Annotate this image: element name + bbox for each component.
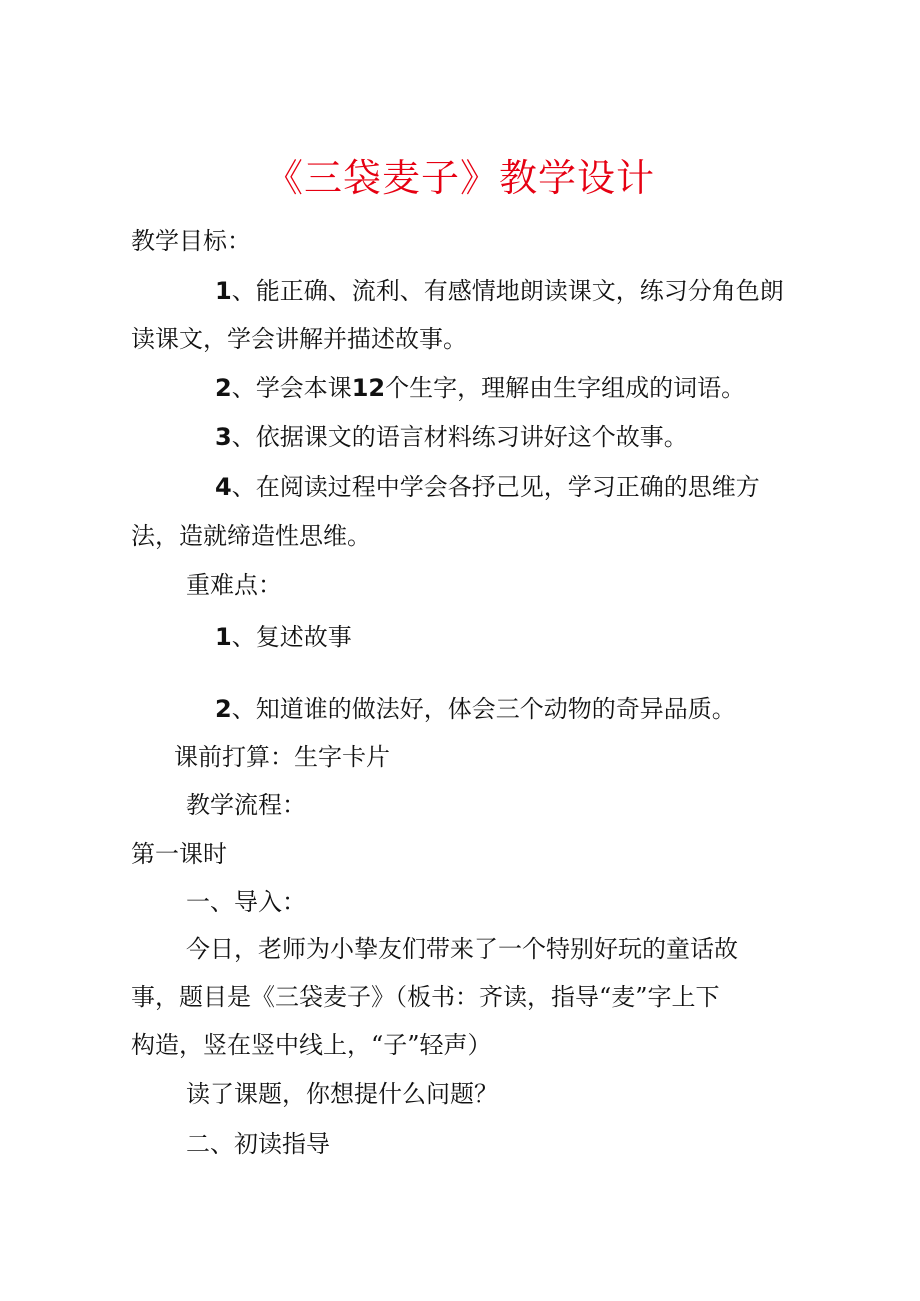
- intro-paragraph-line-1: 今日，老师为小挚友们带来了一个特别好玩的童话故: [186, 935, 738, 963]
- document-title: 《三袋麦子》教学设计: [264, 156, 655, 200]
- key-point-item-1: [215, 620, 352, 654]
- goal-item-1-continued: 读课文，学会讲解并描述故事。: [131, 325, 467, 353]
- key-point-number: 2: [215, 695, 232, 723]
- section-heading-intro: 一、导入：: [186, 888, 306, 916]
- goal-item-1: [215, 274, 784, 308]
- key-point-item-2: [215, 692, 736, 726]
- intro-paragraph-line-3: 构造，竖在竖中线上，“子”轻声）: [131, 1031, 492, 1059]
- character-count: 12: [351, 374, 386, 402]
- intro-paragraph-line-2: 事，题目是《三袋麦子》（板书：齐读，指导“麦”字上下: [131, 983, 720, 1011]
- goal-text: 、学会本课: [231, 374, 352, 402]
- section-heading-reading: 二、初读指导: [186, 1130, 330, 1158]
- goal-text: 、依据课文的语言材料练习讲好这个故事。: [231, 423, 688, 451]
- key-point-number: 1: [215, 623, 232, 651]
- process-heading: 教学流程：: [186, 791, 306, 819]
- goal-item-2: [215, 371, 745, 405]
- question-line: 读了课题，你想提什么问题？: [186, 1080, 498, 1108]
- key-point-text: 、复述故事: [231, 623, 352, 651]
- goal-number: 4: [215, 473, 232, 501]
- key-points-heading: 重难点：: [186, 571, 282, 599]
- goal-number: 2: [215, 374, 232, 402]
- goal-number: 1: [215, 277, 232, 305]
- goal-item-4-continued: 法，造就缔造性思维。: [131, 522, 371, 550]
- goal-text: 、在阅读过程中学会各抒己见，学习正确的思维方: [231, 473, 760, 501]
- key-point-text: 、知道谁的做法好，体会三个动物的奇异品质。: [231, 695, 736, 723]
- goal-text: 个生字，理解由生字组成的词语。: [385, 374, 746, 402]
- goals-heading: 教学目标：: [131, 227, 251, 255]
- goal-item-4: [215, 470, 760, 504]
- goal-item-3: [215, 420, 688, 454]
- goal-text: 、能正确、流利、有感情地朗读课文，练习分角色朗: [231, 277, 784, 305]
- goal-number: 3: [215, 423, 232, 451]
- preparation-line: 课前打算：生字卡片: [174, 743, 390, 771]
- lesson-heading: 第一课时: [131, 840, 227, 868]
